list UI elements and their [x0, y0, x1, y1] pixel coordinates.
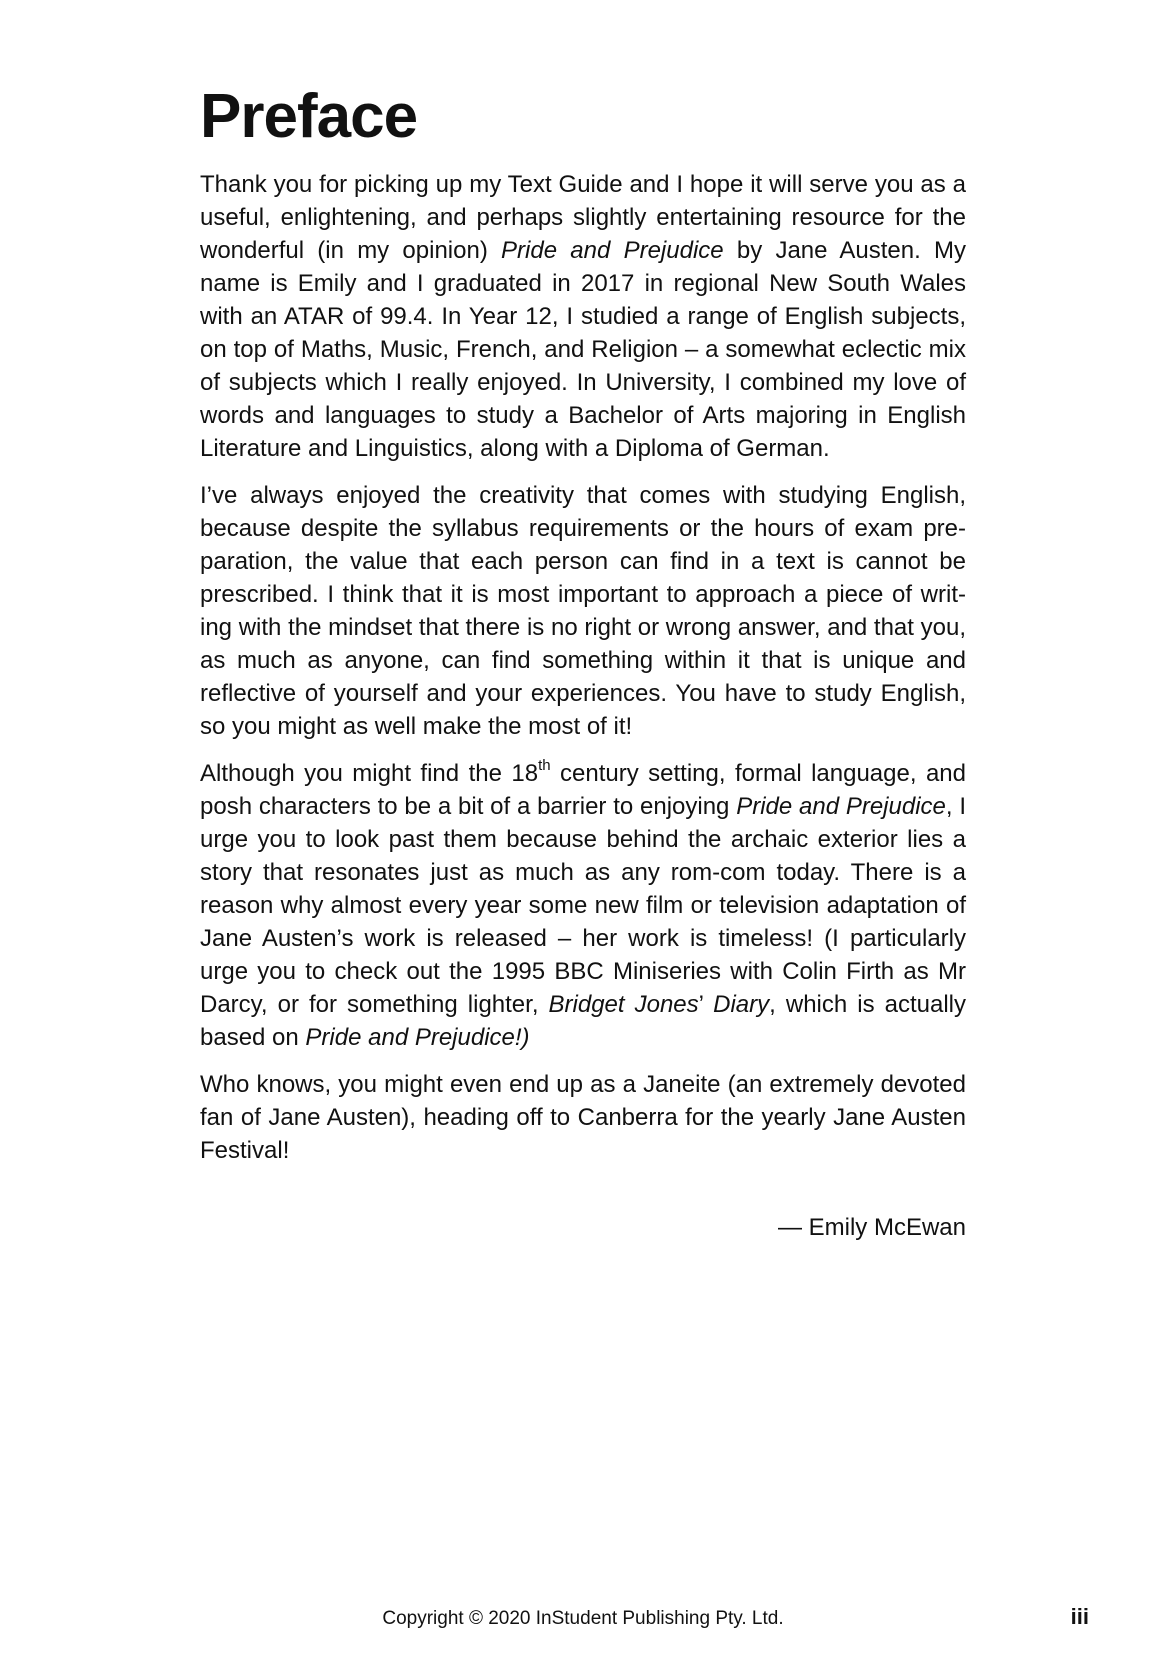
preface-body — [200, 168, 966, 1181]
paragraph-3-text-a: Although you might find the 18 — [200, 760, 539, 787]
book-title-emphasis: Pride and Prejudice!) — [305, 1024, 530, 1051]
page-number: iii — [1070, 1604, 1089, 1629]
film-title-emphasis: Bridget Jones — [548, 991, 699, 1018]
paragraph-4 — [200, 1068, 966, 1167]
paragraph-1-text-c: by Jane Austen. My name is Emily and I graduated in 2017 in regional New South Wales with an ATAR of 99.4. In Year 12, I studied a range of English subjects, on top of Maths, Music, French, and Religion – a somewhat eclectic mix of subjects which I really enjoyed. In University, I combined my love of words and languages to study a Bachelor of Arts majoring in English Literature and Linguistics, along with a Diploma of German. — [200, 237, 967, 462]
paragraph-2-text: I’ve always enjoyed the creativity that comes with studying English, because despite the syllabus requirements or the hours of exam pre-paration, the value that each person can find in a text is cannot be prescribed. I think that it is most important to approach a piece of writ-ing with the mindset that there is no right or wrong answer, and that you, as much as anyone, can find something within it that is unique and reflective of yourself and your experiences. You have to study English, so you might as well make the most of it! — [200, 482, 966, 740]
paragraph-4-text: Who knows, you might even end up as a Janeite (an extremely devoted fan of Jane Austen), heading off to Canberra for the yearly Jane Austen Festival! — [200, 1071, 966, 1164]
footer-copyright: Copyright © 2020 InStudent Publishing Pty. Ltd. — [382, 1608, 784, 1629]
paragraph-1 — [200, 168, 966, 465]
page-title: Preface — [200, 82, 418, 151]
paragraph-3 — [200, 757, 966, 1054]
paragraph-3-text-d: , I urge you to look past them because behind the archaic exterior lies a story that resonates just as much as any rom-com today. There is a reason why almost every year some new film or television adaptation of Jane Austen’s work is released – her work is timeless! (I particularly urge you to check out the 1995 BBC Miniseries with Colin Firth as Mr Darcy, or for something lighter, — [200, 793, 966, 1018]
book-title-emphasis: Pride and Prejudice — [501, 237, 724, 264]
paragraph-1-text-a: Thank you for picking up my Text Guide and I hope it will serve you as a useful, enlightening, and perhaps slightly entertaining resource for the wonderful (in my opinion) — [200, 171, 966, 264]
paragraph-3-text-h: , which is actually based on — [200, 991, 966, 1051]
film-title-emphasis: Diary — [713, 991, 770, 1018]
paragraph-3-text-f: ’ — [698, 991, 714, 1018]
book-title-emphasis: Pride and Prejudice — [736, 793, 946, 820]
author-signature: — Emily McEwan — [777, 1214, 966, 1241]
ordinal-superscript: th — [538, 757, 551, 774]
paragraph-3-text-b: century setting, formal language, and posh characters to be a bit of a barrier to enjoying — [200, 760, 966, 820]
paragraph-2 — [200, 479, 966, 743]
